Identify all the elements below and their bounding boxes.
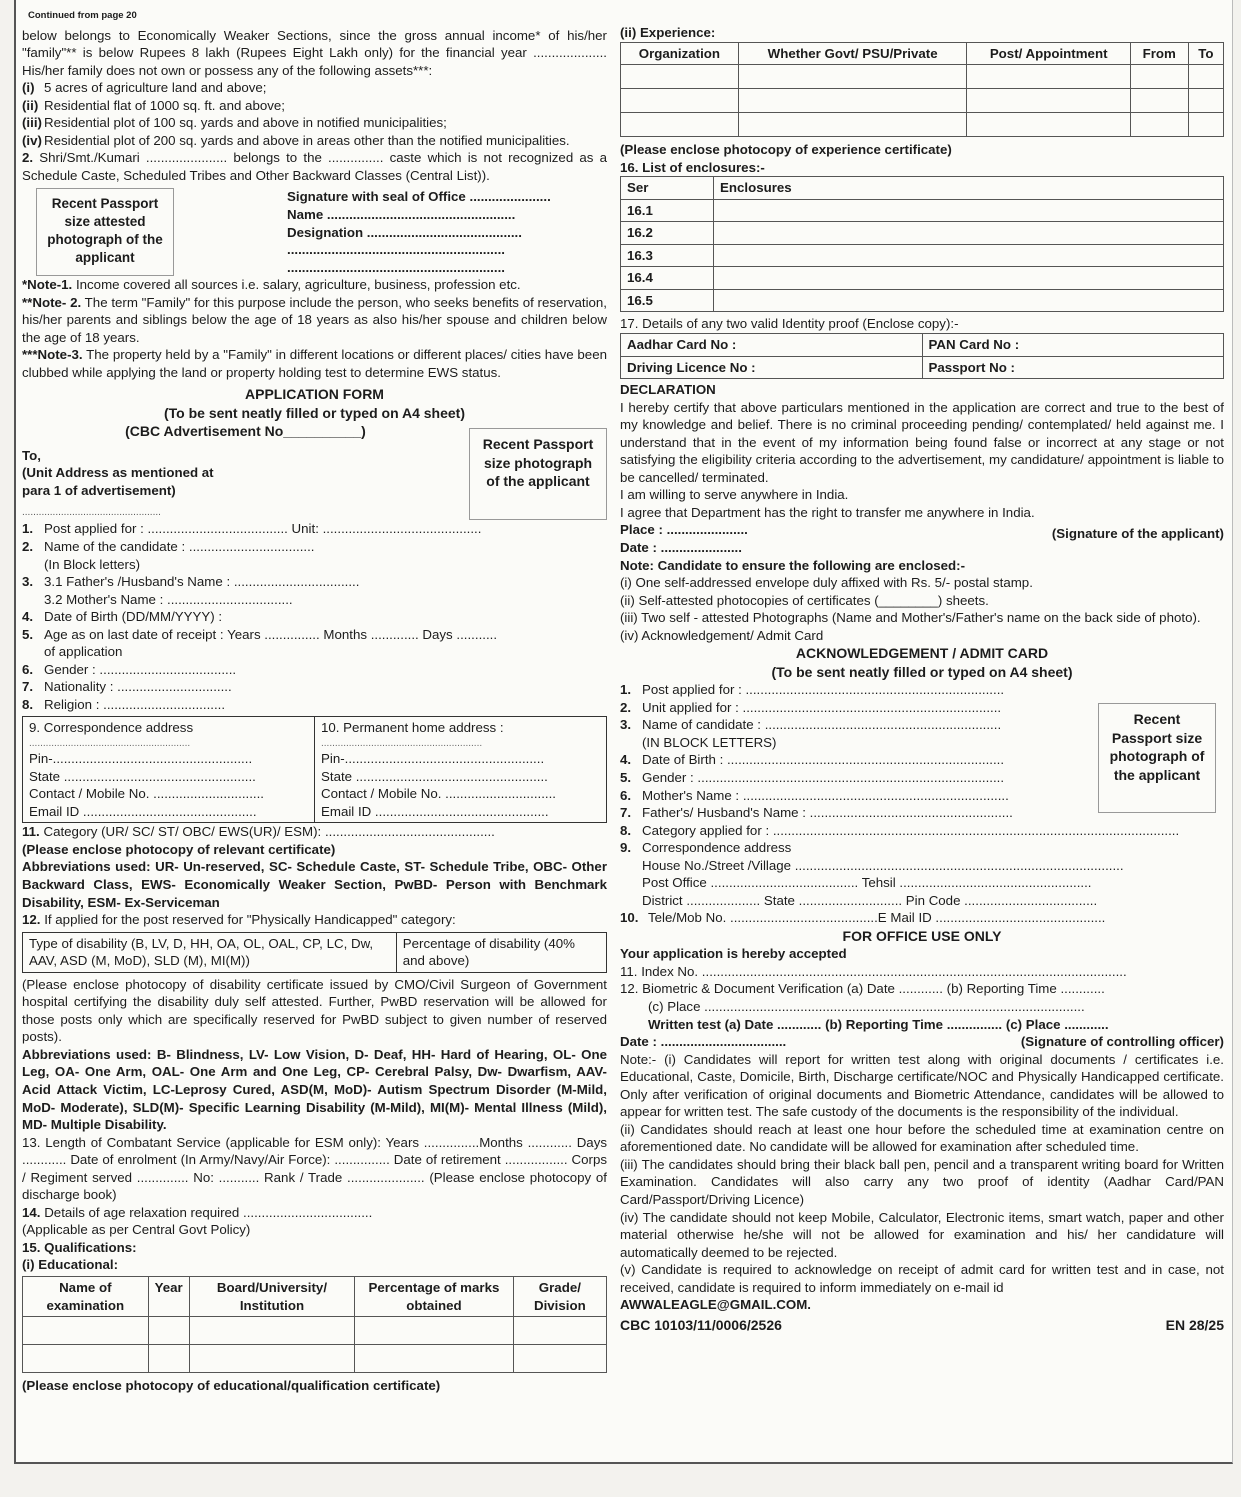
biometric-place-field[interactable]: (c) Place ....................................................................................................... — [648, 999, 1085, 1015]
field-father-name[interactable]: 3. 3.1 Father's /Husband's Name : .................................. — [22, 574, 360, 590]
category-abbreviations: Abbreviations used: UR- Un-reserved, SC- Schedule Caste, ST- Schedule Tribe, OBC- Other Backward Class, EWS- Economically Weaker Section, PwBD- Person with Benchmark Disability, ESM- Ex-Serviceman — [22, 859, 607, 910]
office-signature-row — [620, 1033, 1224, 1051]
admit-field[interactable]: 5. Gender : ................................................................................... — [620, 769, 1005, 785]
disability-table — [22, 932, 607, 973]
signature-line: Signature with seal of Office ...................... — [287, 189, 551, 205]
identity-table — [620, 333, 1224, 379]
field-age-note: of application — [44, 644, 123, 660]
admit-field[interactable]: 7. Father's/ Husband's Name : ....................................................... — [620, 805, 1013, 821]
admit-card-fields — [620, 681, 1224, 927]
application-form-subtitle: (To be sent neatly filled or typed on A4 sheet) — [163, 404, 466, 421]
asset-item: (i) 5 acres of agriculture land and above; — [22, 80, 267, 96]
ews-paragraph: below belongs to Economically Weaker Sections, since the gross annual income* of his/her "family"** is below Rupees 8 lakh (Rupees Eight Lakh only) for the financial year .................... His/her family does not own or possess any of the following assets***: — [22, 27, 607, 78]
asset-item: (iv) Residential plot of 200 sq. yards and above in areas other than the notified municipalities. — [22, 132, 570, 148]
asset-item: (ii) Residential flat of 1000 sq. ft. and above; — [22, 97, 285, 113]
enclosure-row[interactable]: 16.3 — [621, 244, 1224, 267]
office-signature-lines — [287, 188, 607, 276]
enclosures-heading: 16. List of enclosures:- — [620, 159, 765, 175]
admit-field[interactable]: 3. Name of candidate : ................................................................ — [620, 717, 1002, 733]
field-candidate-name[interactable]: 2. Name of the candidate : .................................. — [22, 538, 315, 554]
attested-photo-box: Recent Passport size attested photograph of the applicant — [36, 188, 174, 276]
application-accepted: Your application is hereby accepted — [620, 946, 847, 962]
note-3: ***Note-3. The property held by a "Family" in different locations or different places/ cities have been clubbed while applying the land or property holding test to determine EWS status. — [22, 347, 607, 380]
declaration-line-2: I am willing to serve anywhere in India. — [620, 487, 849, 503]
qualifications-heading: 15. Qualifications: — [22, 1239, 137, 1255]
driving-licence-cell[interactable]: Driving Licence No : — [621, 356, 923, 379]
place-field[interactable]: Place : ...................... — [620, 522, 748, 538]
biometric-field[interactable]: 12. Biometric & Document Verification (a) Date ............ (b) Reporting Time ............ — [620, 981, 1105, 997]
table-row[interactable] — [621, 65, 1224, 89]
disability-note: (Please enclose photocopy of disability certificate issued by CMO/Civil Surgeon of Government hospital certifying the disability duly self attested. Further, PwBD reservation will be allowed for those posts only which are specifically reserved for PwBD subject to given number of reserved posts). — [22, 976, 607, 1045]
admit-field[interactable]: 4. Date of Birth : ........................................................................... — [620, 752, 1005, 768]
advertisement-number: (CBC Advertisement No__________) — [125, 423, 366, 440]
category-note: (Please enclose photocopy of relevant certificate) — [22, 841, 336, 857]
field-post-applied[interactable]: 1. Post applied for : ...................................... Unit: ........................................... — [22, 521, 482, 537]
right-column — [620, 0, 1224, 1334]
application-fields — [22, 520, 607, 713]
ph-category-label: 12. If applied for the post reserved for "Physically Handicapped" category: — [22, 912, 456, 928]
admit-field-note: (IN BLOCK LETTERS) — [642, 734, 777, 750]
enclosures-table: Ser Enclosures 16.1 16.2 16.3 16.4 16.5 — [620, 176, 1224, 312]
admit-field[interactable]: 8. Category applied for : .............................................................................................................. — [620, 822, 1180, 838]
page-footer — [620, 1316, 1224, 1334]
office-note: (ii) Candidates should reach at least one hour before the scheduled time at examination centre on aforementioned date. No candidate will be allowed for examination after scheduled time. — [620, 1121, 1224, 1155]
enclosure-note-item: (ii) Self-attested photocopies of certificates (________) sheets. — [620, 592, 989, 608]
age-relaxation-field[interactable]: 14. Details of age relaxation required ................................... — [22, 1204, 373, 1220]
note-2: **Note- 2. The term "Family" for this purpose include the person, who seeks benefits of reservation, his/her parents and siblings below the age of 18 years as also his/her spouse and children below the age of 18 years. — [22, 294, 608, 345]
assets-list — [22, 79, 607, 149]
written-test-field[interactable]: Written test (a) Date ............ (b) Reporting Time ............... (c) Place ............ — [648, 1016, 1109, 1032]
educational-heading: (i) Educational: — [22, 1257, 119, 1273]
application-header-block — [22, 422, 607, 520]
field-dob[interactable]: 4. Date of Birth (DD/MM/YYYY) : — [22, 609, 223, 625]
asset-item: (iii) Residential plot of 100 sq. yards and above in notified municipalities; — [22, 115, 447, 131]
disability-type-cell[interactable]: Type of disability (B, LV, D, HH, OA, OL, OAL, CP, LC, Dw, AAV, ASD (M, MoD), SLD (M), MI(M)) — [23, 932, 397, 972]
continued-label: Continued from page 20 — [28, 10, 137, 21]
ews-signature-block — [22, 188, 607, 276]
enclosure-row[interactable]: 16.5 — [621, 289, 1224, 312]
office-note: (iv) The candidate should not keep Mobile, Calculator, Electronic items, smart watch, paper and other material otherwise he/she will not be allowed for examination and his/ her candidature will automatically deemed to be rejected. — [620, 1209, 1224, 1260]
office-use-title: FOR OFFICE USE ONLY — [842, 927, 1002, 944]
disability-abbreviations: Abbreviations used: B- Blindness, LV- Low Vision, D- Deaf, HH- Hard of Hearing, OL- One Leg, OA- One Arm, OAL- One Arm and One Leg, CP- Cerebral Palsy, Dw- Dwarfism, AAV- Acid Attack Victim, LC-Leprosy Cured, ASD(M, MoD)- Autism Spectrum Disorder (M-Mild, MoD- Moderate), SLD(M)- Specific Learning Disability (M-Mild), MI(M)- Mental Illness (Mild), MD- Multiple Disability. — [22, 1046, 607, 1133]
admit-field: 9. Correspondence address — [620, 840, 792, 856]
table-row[interactable] — [23, 1345, 607, 1373]
disability-percentage-cell[interactable]: Percentage of disability (40% and above) — [396, 932, 606, 972]
admit-field[interactable]: Post Office ........................................ Tehsil .................................................... — [642, 875, 1092, 891]
office-note: Note:- (i) Candidates will report for written test along with original documents / certificates i.e. Educational, Caste, Domicile, Birth, Discharge certificate/NOC and Physically Handicapped certificate. Only after verification of original documents and Biometric Attendance, candidates will be allowed to appear for written test. The safe custody of the documents is the responsibility of the individual. — [620, 1051, 1224, 1120]
declaration-line-3: I agree that Department has the right to transfer me anywhere in India. — [620, 504, 1035, 520]
note-1: *Note-1. Income covered all sources i.e. salary, agriculture, business, profession etc. — [22, 277, 521, 293]
newspaper-page — [14, 0, 1233, 1464]
passport-cell[interactable]: Passport No : — [922, 356, 1224, 379]
identity-heading: 17. Details of any two valid Identity proof (Enclose copy):- — [620, 316, 959, 332]
date-field[interactable]: Date : ...................... — [620, 540, 742, 556]
admit-field[interactable]: 6. Mother's Name : ........................................................................ — [620, 787, 1009, 803]
enclosure-note-heading: Note: Candidate to ensure the following are enclosed:- — [620, 557, 966, 573]
field-mother-name[interactable]: 3.2 Mother's Name : .................................. — [44, 591, 293, 607]
education-note: (Please enclose photocopy of educational/qualification certificate) — [22, 1378, 441, 1394]
admit-field[interactable]: 1. Post applied for : ...................................................................... — [620, 682, 1005, 698]
pan-cell[interactable]: PAN Card No : — [922, 334, 1224, 357]
index-number-field[interactable]: 11. Index No. ................................................................................................................... — [620, 963, 1127, 979]
to-label: To, — [22, 447, 41, 463]
name-line: Name ................................................... — [287, 207, 516, 222]
declaration-text: I hereby certify that above particulars mentioned in the application are correct and true to the best of my knowledge and belief. There is no criminal proceeding pending/ contemplated/ held against me. I understand that in the event of my information being found false or incorrect at any stage or not satisfying the eligibility criteria according to the advertisement, my candidature/ appointment is liable to be cancelled/ terminated. — [620, 399, 1224, 485]
table-row[interactable] — [621, 113, 1224, 137]
address-table — [22, 716, 607, 823]
aadhar-cell[interactable]: Aadhar Card No : — [621, 334, 923, 357]
applicant-photo-box: Recent Passport size photograph of the applicant — [469, 428, 607, 520]
left-column — [22, 0, 607, 1395]
field-gender[interactable]: 6. Gender : ..................................... — [22, 661, 237, 677]
ews-notes — [22, 276, 607, 381]
declaration-heading: DECLARATION — [620, 382, 716, 398]
experience-note: (Please enclose photocopy of experience certificate) — [620, 142, 952, 158]
table-row[interactable] — [621, 89, 1224, 113]
contact-email[interactable]: AWWALEAGLE@GMAIL.COM. — [620, 1297, 811, 1313]
field-nationality[interactable]: 7. Nationality : ............................... — [22, 679, 232, 695]
cbc-code: CBC 10103/11/0006/2526 — [620, 1316, 782, 1333]
age-relaxation-note: (Applicable as per Central Govt Policy) — [22, 1222, 251, 1238]
controlling-officer-signature: (Signature of controlling officer) — [1020, 1034, 1224, 1050]
office-note: (iii) The candidates should bring their black ball pen, pencil and a transparent writing board for Written Examination. Candidates will also carry any two proof of identity (Aadhar Card/PAN Card/Passport/Driving Licence) — [620, 1156, 1224, 1208]
combatant-service-field[interactable]: 13. Length of Combatant Service (applicable for ESM only): Years ...............Months ............ Days ............ Date of enrolment (In Army/Navy/Air Force): ............... Date of retirement ................. Corps / Regiment served .............. No: ........... Rank / Trade ..................... (Please enclose photocopy of discharge book) — [22, 1134, 607, 1203]
enclosure-row[interactable]: 16.4 — [621, 267, 1224, 290]
admit-photo-box: Recent Passport size photograph of the applicant — [1098, 703, 1216, 813]
education-table — [22, 1276, 607, 1373]
education-header-row: Name of examination Year Board/University/ Institution Percentage of marks obtained Grade/ Division — [23, 1277, 607, 1317]
enclosure-row[interactable]: 16.2 — [621, 222, 1224, 245]
field-age[interactable]: 5. Age as on last date of receipt : Years ............... Months ............. Days ........... — [22, 626, 498, 642]
permanent-address-cell[interactable]: 10. Permanent home address : .......................................................... Pin-...................................................... State .................................................... Contact / Mobile No. .............................. Email ID ............................................... — [315, 717, 607, 823]
admit-card-subtitle: (To be sent neatly filled or typed on A4 sheet) — [771, 663, 1073, 680]
caste-paragraph: 2. Shri/Smt./Kumari ...................... belongs to the ............... caste which is not recognized as a Schedule Caste, Scheduled Tribes and Other Backward Classes (Central List)). — [22, 150, 607, 183]
admit-card-title: ACKNOWLEDGEMENT / ADMIT CARD — [795, 645, 1049, 662]
enclosure-note-item: (i) One self-addressed envelope duly affixed with Rs. 5/- postal stamp. — [620, 575, 1033, 591]
unit-address-dots: .................................................. — [22, 506, 161, 518]
admit-field[interactable]: House No./Street /Village ......................................................................................... — [642, 857, 1124, 873]
office-date-field[interactable]: Date : .................................. — [620, 1034, 787, 1050]
application-form-title: APPLICATION FORM — [245, 386, 384, 403]
enclosure-row[interactable]: 16.1 — [621, 199, 1224, 222]
enclosure-note-item: (iv) Acknowledgement/ Admit Card — [620, 627, 824, 643]
experience-header-row: Organization Whether Govt/ PSU/Private Post/ Appointment From To — [621, 42, 1224, 65]
field-block-letters-note: (In Block letters) — [44, 556, 141, 572]
en-code: EN 28/25 — [1165, 1316, 1224, 1333]
field-religion[interactable]: 8. Religion : ................................. — [22, 696, 226, 712]
blank-line: ........................................................... — [287, 259, 505, 275]
unit-address-label: (Unit Address as mentioned at para 1 of advertisement) — [22, 465, 214, 498]
applicant-signature: (Signature of the applicant) — [1051, 526, 1224, 542]
admit-field[interactable]: 10. Tele/Mob No. ........................................E Mail ID .............................................. — [620, 910, 1106, 926]
declaration-signature-block — [620, 521, 1224, 556]
experience-table — [620, 42, 1224, 138]
enclosure-note-item: (iii) Two self - attested Photographs (Name and Mother's/Father's name on the back side of photo). — [620, 610, 1201, 626]
office-note: (v) Candidate is required to acknowledge on receipt of admit card for written test and in case, not received, candidate is required to inform immediately on e-mail id — [620, 1262, 1224, 1295]
admit-field[interactable]: 2. Unit applied for : ...................................................................... — [620, 699, 1002, 715]
designation-line: Designation .......................................... — [287, 224, 522, 240]
table-row[interactable] — [23, 1317, 607, 1345]
correspondence-address-cell[interactable]: 9. Correspondence address .......................................................... Pin-...................................................... State .................................................... Contact / Mobile No. .............................. Email ID ............................................... — [23, 717, 315, 823]
blank-line: ........................................................... — [287, 242, 505, 258]
experience-heading: (ii) Experience: — [620, 25, 716, 40]
admit-field[interactable]: District .................... State ............................ Pin Code .................................... — [642, 892, 1098, 908]
category-field[interactable]: 11. Category (UR/ SC/ ST/ OBC/ EWS(UR)/ ESM): .............................................. — [22, 824, 495, 840]
